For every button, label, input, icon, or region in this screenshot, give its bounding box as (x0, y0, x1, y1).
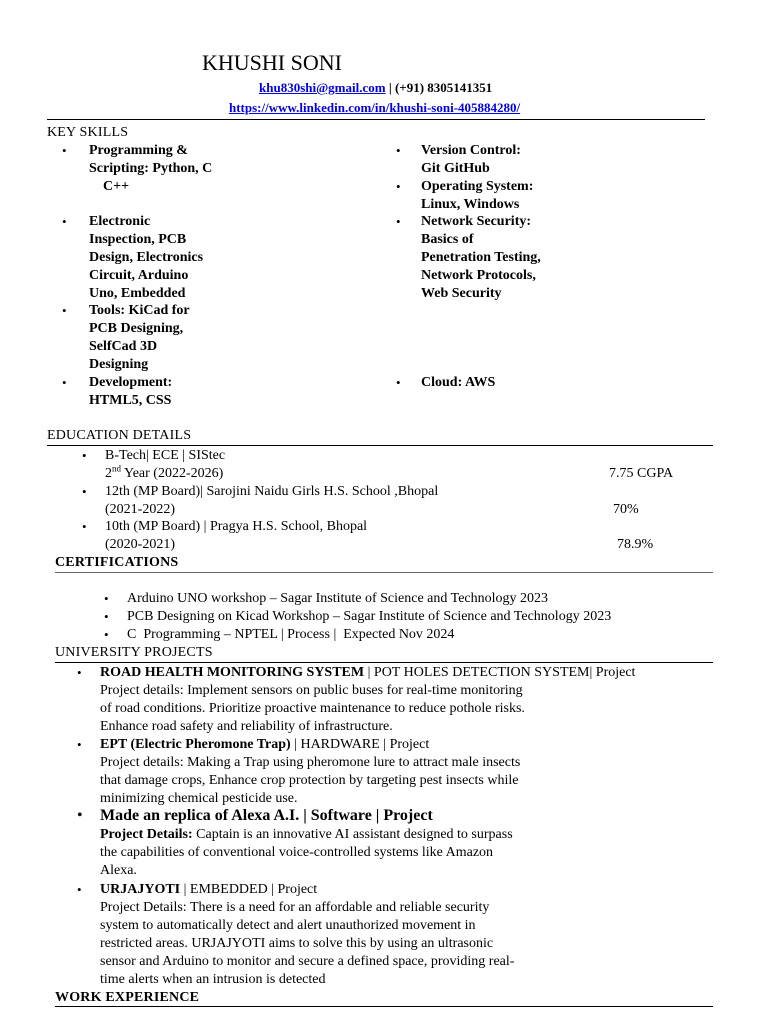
project-detail (100, 899, 489, 917)
skill-line: Design, Electronics (89, 250, 204, 265)
year-number: 2 (105, 466, 112, 481)
skill-line: Penetration Testing, (421, 250, 541, 265)
project-title-line (100, 736, 429, 754)
year-range: Year (2022-2026) (121, 466, 224, 481)
section-university-projects: UNIVERSITY PROJECTS (55, 645, 213, 660)
skill-line: Electronic (89, 214, 151, 229)
linkedin-link[interactable]: https://www.linkedin.com/in/khushi-soni-405884280/ (229, 100, 521, 115)
project-tags: | EMBEDDED | Project (180, 882, 318, 897)
work-divider (55, 1006, 713, 1007)
project-title: URJAJYOTI (100, 882, 181, 897)
section-education: EDUCATION DETAILS (47, 428, 192, 443)
project-detail-label: Project Details: (100, 827, 193, 842)
bullet-icon: • (77, 737, 82, 752)
bullet-icon: • (62, 214, 67, 229)
year-range: (2021-2022) (105, 502, 175, 517)
project-detail-text: that damage crops, Enhance crop protection by targeting pest insects while (100, 773, 519, 788)
education-title: 12th (MP Board)| Sarojini Naidu Girls H.S. School ,Bhopal (105, 484, 439, 499)
bullet-icon: • (104, 609, 109, 624)
skill-line: SelfCad 3D (89, 339, 158, 354)
project-detail-text: Captain is an innovative AI assistant designed to surpass (192, 827, 513, 842)
skill-line: Programming & (89, 143, 188, 158)
project-tags: | POT HOLES DETECTION SYSTEM| Project (364, 665, 636, 680)
project-detail (100, 971, 326, 989)
bullet-icon: • (396, 375, 401, 390)
skill-line: Version Control: (421, 143, 521, 158)
skill-line: Git GitHub (421, 161, 490, 176)
skill-line: Cloud: AWS (421, 375, 496, 390)
skill-line: Network Security: (421, 214, 532, 229)
project-detail-text: Project Details: There is a need for an affordable and reliable security (100, 900, 490, 915)
certification-item: C Programming – NPTEL | Process | Expected Nov 2024 (127, 627, 455, 642)
skill-line: Scripting: Python, C (89, 161, 213, 176)
bullet-icon: • (77, 882, 82, 897)
education-years (105, 465, 223, 483)
project-detail (100, 718, 393, 736)
project-detail-text: Project details: Implement sensors on public buses for real-time monitoring (100, 683, 523, 698)
skill-line: C++ (89, 179, 130, 194)
education-score: 78.9% (617, 537, 654, 552)
project-detail-text: time alerts when an intrusion is detected (100, 972, 326, 987)
certification-item: Arduino UNO workshop – Sagar Institute of Science and Technology 2023 (127, 591, 549, 606)
email-link[interactable]: khu830shi@gmail.com (259, 80, 386, 95)
project-detail (100, 700, 525, 718)
header-divider (47, 119, 705, 120)
education-divider (47, 445, 713, 446)
project-detail (100, 682, 523, 700)
project-detail-text: Project details: Making a Trap using pheromone lure to attract male insects (100, 755, 521, 770)
bullet-icon: • (82, 448, 87, 463)
education-score: 7.75 CGPA (609, 466, 674, 481)
resume-name: KHUSHI SONI (202, 50, 342, 75)
bullet-icon: • (104, 591, 109, 606)
section-certifications: CERTIFICATIONS (55, 555, 179, 570)
certifications-divider (55, 572, 713, 573)
phone-number: | (+91) 8305141351 (388, 80, 493, 95)
projects-divider (55, 662, 713, 663)
project-title-line (100, 664, 635, 682)
contact-line (259, 79, 492, 97)
project-detail (100, 935, 493, 953)
bullet-icon: • (77, 665, 82, 680)
project-title-line (100, 881, 317, 899)
project-detail (100, 953, 514, 971)
education-years (105, 501, 175, 519)
project-detail (100, 826, 513, 844)
project-detail (100, 754, 520, 772)
education-title: 10th (MP Board) | Pragya H.S. School, Bhopal (105, 519, 368, 534)
skill-line: Designing (89, 357, 149, 372)
skill-line: Operating System: (421, 179, 534, 194)
project-title-line (100, 806, 433, 826)
project-title: EPT (Electric Pheromone Trap) (100, 737, 291, 752)
project-tags: | HARDWARE | Project (290, 737, 430, 752)
bullet-icon: • (62, 375, 67, 390)
project-detail (100, 844, 493, 862)
project-detail-text: minimizing chemical pesticide use. (100, 791, 298, 806)
section-work-experience: WORK EXPERIENCE (55, 990, 200, 1005)
skill-line: Circuit, Arduino (89, 268, 189, 283)
project-detail-text: the capabilities of conventional voice-controlled systems like Amazon (100, 845, 494, 860)
bullet-icon: • (396, 143, 401, 158)
skill-line: HTML5, CSS (89, 393, 172, 408)
skill-line: PCB Designing, (89, 321, 184, 336)
skill-line: Network Protocols, (421, 268, 536, 283)
project-detail (100, 917, 476, 935)
bullet-icon: • (62, 303, 67, 318)
skill-line: Development: (89, 375, 173, 390)
bullet-icon: • (77, 807, 83, 824)
bullet-icon: • (396, 214, 401, 229)
skill-line: Uno, Embedded (89, 286, 186, 301)
skill-line: Inspection, PCB (89, 232, 187, 247)
education-title: B-Tech| ECE | SIStec (105, 448, 226, 463)
project-detail-text: sensor and Arduino to monitor and secure a defined space, providing real- (100, 954, 515, 969)
education-years (105, 536, 175, 554)
bullet-icon: • (104, 627, 109, 642)
year-suffix: nd (112, 463, 121, 474)
project-detail (100, 772, 518, 790)
bullet-icon: • (62, 143, 67, 158)
project-detail-text: of road conditions. Prioritize proactive maintenance to reduce pothole risks. (100, 701, 525, 716)
education-score: 70% (613, 502, 639, 517)
skill-line: Web Security (421, 286, 502, 301)
skill-line: Basics of (421, 232, 474, 247)
project-detail (100, 862, 137, 880)
project-detail-text: system to automatically detect and alert unauthorized movement in (100, 918, 476, 933)
certification-item: PCB Designing on Kicad Workshop – Sagar Institute of Science and Technology 2023 (127, 609, 612, 624)
skill-line: Tools: KiCad for (89, 303, 190, 318)
project-title: ROAD HEALTH MONITORING SYSTEM (100, 665, 365, 680)
bullet-icon: • (82, 484, 87, 499)
project-detail-text: Enhance road safety and reliability of infrastructure. (100, 719, 393, 734)
project-title: Made an replica of Alexa A.I. | Software | Project (100, 807, 433, 824)
bullet-icon: • (82, 519, 87, 534)
skill-line: Linux, Windows (421, 197, 520, 212)
project-detail-text: Alexa. (100, 863, 137, 878)
section-key-skills: KEY SKILLS (47, 125, 129, 140)
year-range: (2020-2021) (105, 537, 175, 552)
project-detail-text: restricted areas. URJAJYOTI aims to solve this by using an ultrasonic (100, 936, 494, 951)
bullet-icon: • (396, 179, 401, 194)
